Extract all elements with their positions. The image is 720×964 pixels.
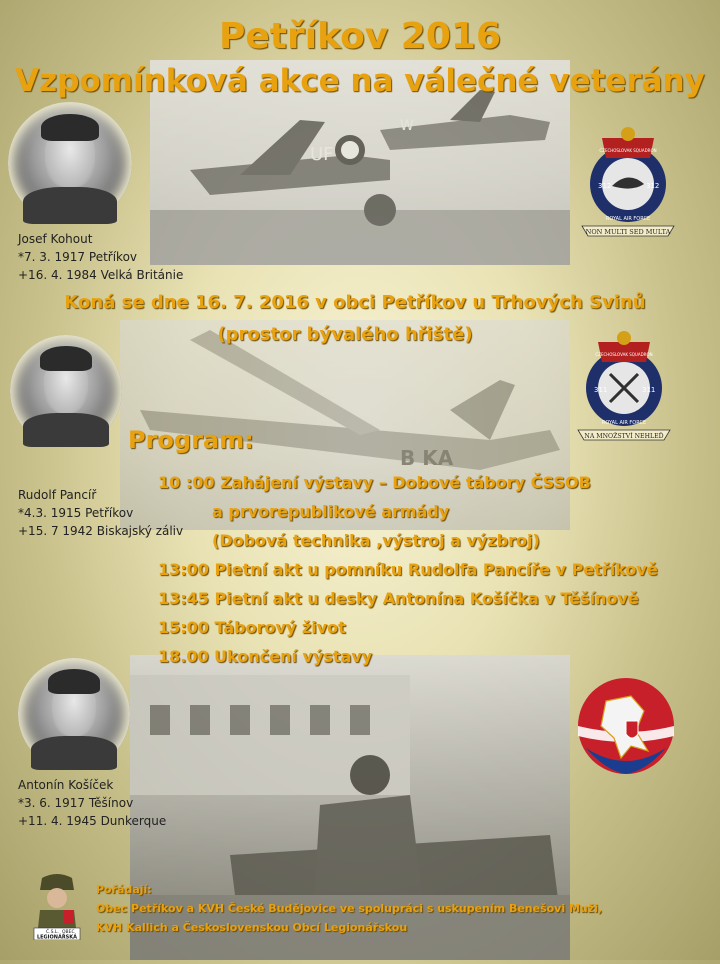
czechoslovak-coat-of-arms-icon — [576, 676, 676, 776]
plane-code-uf: UF — [310, 144, 334, 165]
plane-code-w: W — [400, 118, 414, 134]
svg-text:312: 312 — [598, 182, 612, 190]
squadron-312-badge-icon — [572, 118, 684, 238]
svg-text:ROYAL AIR FORCE: ROYAL AIR FORCE — [601, 420, 647, 426]
program-list — [158, 470, 658, 673]
program-item: 10 :00 Zahájení výstavy – Dobové tábory ČSSOB — [158, 473, 591, 492]
program-heading: Program: — [128, 426, 254, 454]
portrait-rudolf-pancir — [10, 335, 122, 447]
program-item: 13:45 Pietní akt u desky Antonína Košíčka v Těšínově — [158, 589, 639, 608]
bio-antonin-kosicek — [18, 776, 166, 830]
veteran-died: +15. 7 1942 Biskajský záliv — [18, 524, 184, 538]
veteran-born: *4.3. 1915 Petříkov — [18, 506, 134, 520]
program-item: 13:00 Pietní akt u pomníku Rudolfa Pancíře v Petříkově — [158, 560, 658, 579]
logo-text-right: OBEC — [62, 930, 75, 935]
portrait-josef-kohout — [8, 102, 132, 224]
logo-text-bottom: LEGIONÁŘSKÁ — [36, 934, 78, 940]
bomber-code: B KA — [400, 446, 454, 470]
page-subtitle: Vzpomínková akce na válečné veterány — [15, 63, 705, 99]
organizers-line2: KVH Kallich a Československou Obcí Legionářskou — [96, 921, 408, 934]
program-item: 15:00 Táborový život — [158, 618, 346, 637]
program-item: 18.00 Ukončení výstavy — [158, 647, 373, 666]
svg-text:312: 312 — [646, 182, 660, 190]
svg-text:CZECHOSLOVAK SQUADRON: CZECHOSLOVAK SQUADRON — [595, 352, 653, 357]
veteran-died: +16. 4. 1984 Velká Británie — [18, 268, 184, 282]
program-item: (Dobová technika ,výstroj a výzbroj) — [212, 531, 540, 550]
organizers-line1: Obec Petříkov a KVH České Budějovice ve spolupráci s uskupením Benešovi Muži, — [96, 902, 603, 915]
event-venue: (prostor bývalého hřiště) — [217, 324, 473, 345]
organizers-block — [96, 880, 602, 937]
badge-motto: NON MULTI SED MULTA — [585, 228, 671, 236]
svg-text:311: 311 — [642, 386, 656, 394]
veteran-born: *7. 3. 1917 Petříkov — [18, 250, 138, 264]
badge-motto: NA MNOŽSTVÍ NEHLEĎ — [584, 433, 664, 440]
veteran-name: Antonín Košíček — [18, 778, 114, 792]
svg-text:CZECHOSLOVAK SQUADRON: CZECHOSLOVAK SQUADRON — [599, 148, 657, 153]
event-date-location: Koná se dne 16. 7. 2016 v obci Petříkov u Trhových Svinů — [64, 292, 646, 313]
organizers-label: Pořádají: — [96, 883, 152, 896]
veteran-died: +11. 4. 1945 Dunkerque — [18, 814, 167, 828]
legion-society-logo-icon — [32, 870, 82, 940]
program-item: a prvorepublikové armády — [212, 502, 450, 521]
veteran-name: Josef Kohout — [18, 232, 93, 246]
logo-text-top: Č.S.L. — [46, 930, 59, 935]
veteran-born: *3. 6. 1917 Těšínov — [18, 796, 134, 810]
page-title: Petříkov 2016 — [218, 16, 501, 57]
veteran-name: Rudolf Pancíř — [18, 488, 97, 502]
bio-josef-kohout — [18, 230, 183, 284]
portrait-antonin-kosicek — [18, 658, 130, 770]
svg-text:311: 311 — [594, 386, 608, 394]
svg-text:ROYAL AIR FORCE: ROYAL AIR FORCE — [605, 216, 651, 222]
